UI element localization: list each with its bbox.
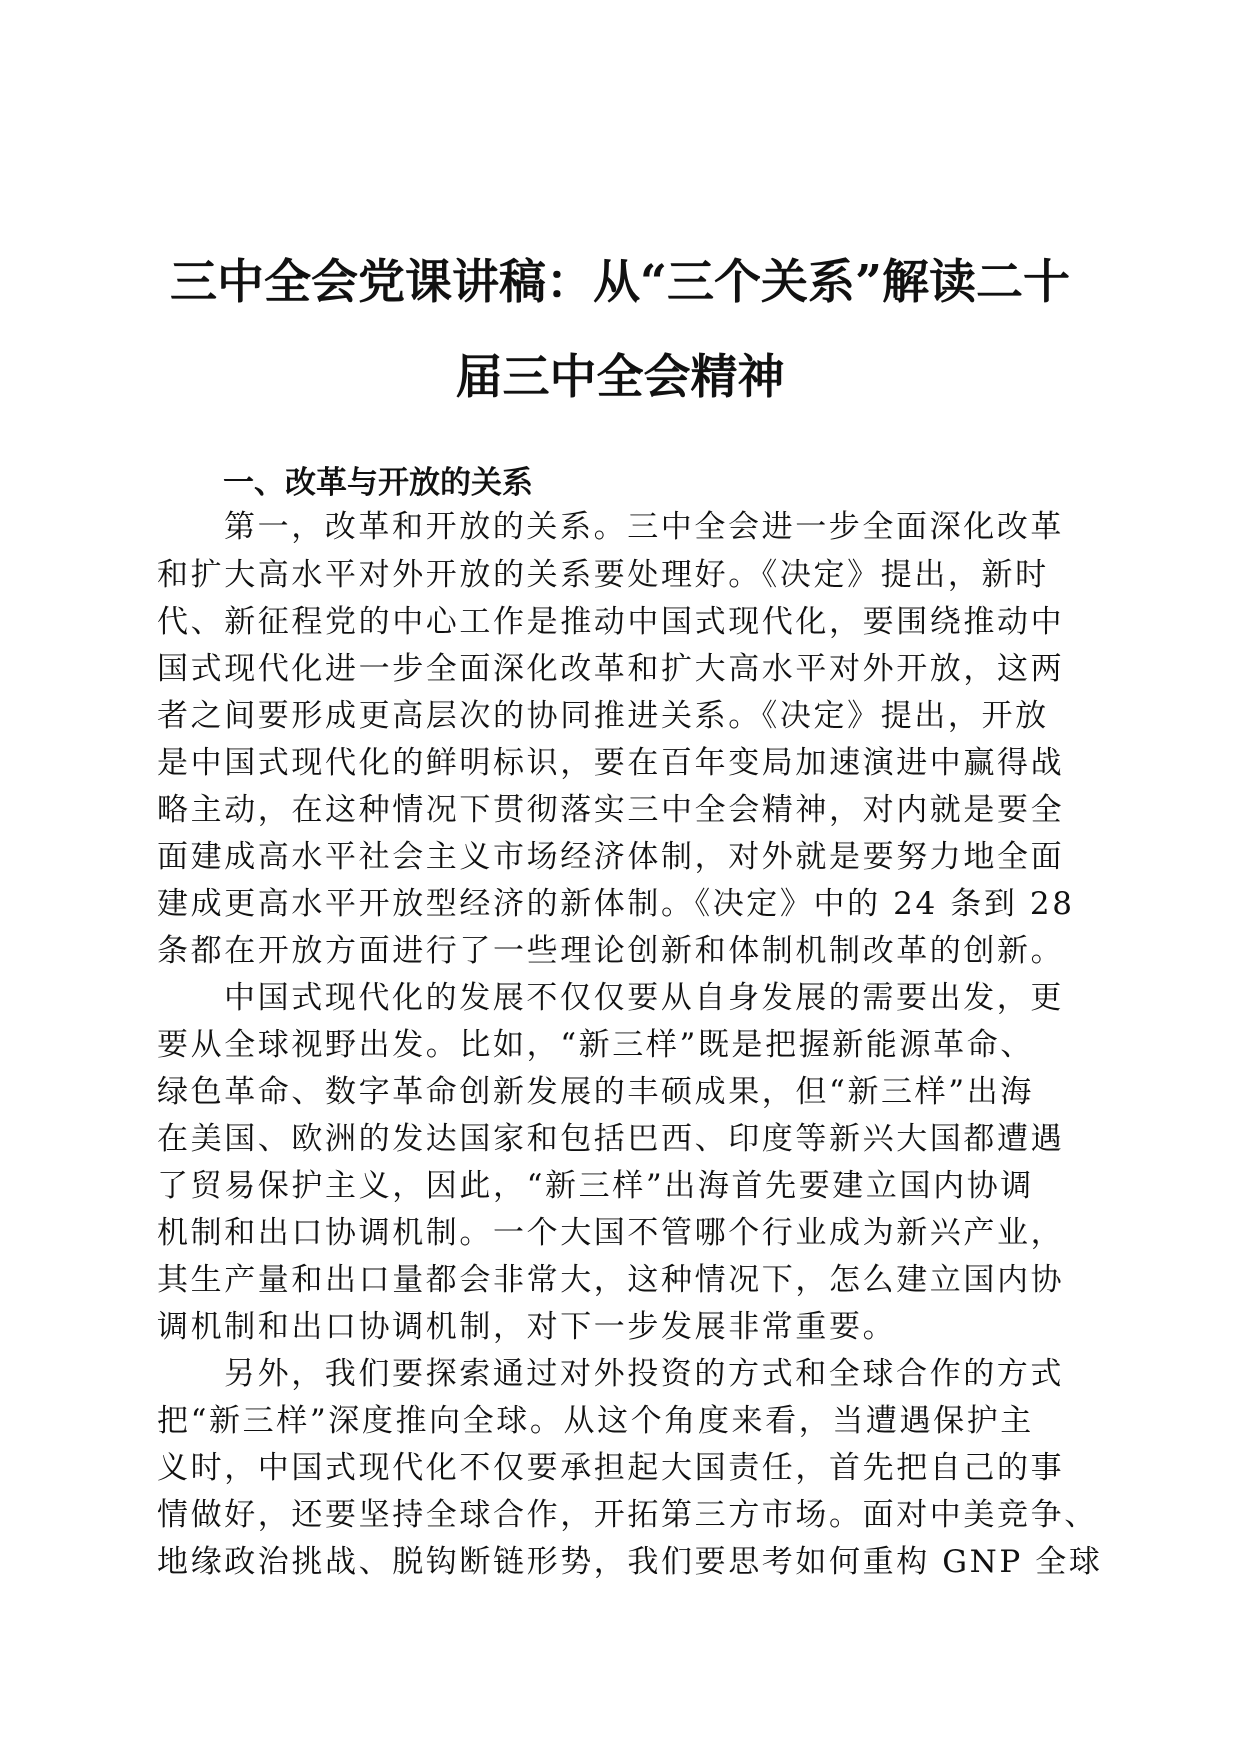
paragraph-line: 在美国、欧洲的发达国家和包括巴西、印度等新兴大国都遭遇 [157, 1121, 1065, 1157]
paragraph-line: 其生产量和出口量都会非常大，这种情况下，怎么建立国内协 [157, 1262, 1065, 1298]
paragraph-line: 情做好，还要坚持全球合作，开拓第三方市场。面对中美竞争、 [157, 1497, 1098, 1533]
section-heading: 一、改革与开放的关系 [223, 465, 533, 501]
paragraph-line: 了贸易保护主义，因此，“新三样”出海首先要建立国内协调 [157, 1168, 1034, 1204]
paragraph-line: 和扩大高水平对外开放的关系要处理好。《决定》提出，新时 [157, 557, 1049, 593]
document-title-line-1: 三中全会党课讲稿：从“三个关系”解读二十 [169, 255, 1071, 310]
paragraph-line: 机制和出口协调机制。一个大国不管哪个行业成为新兴产业， [157, 1215, 1065, 1251]
paragraph-line: 中国式现代化的发展不仅仅要从自身发展的需要出发，更 [224, 980, 1064, 1016]
document-title-line-2: 届三中全会精神 [455, 350, 785, 405]
paragraph-line: 把“新三样”深度推向全球。从这个角度来看，当遭遇保护主 [157, 1403, 1034, 1439]
paragraph-line: 建成更高水平开放型经济的新体制。《决定》中的 24 条到 28 [157, 886, 1075, 922]
paragraph-line: 条都在开放方面进行了一些理论创新和体制机制改革的创新。 [157, 933, 1065, 969]
paragraph-line: 地缘政治挑战、脱钩断链形势，我们要思考如何重构 GNP 全球 [157, 1544, 1103, 1580]
paragraph-line: 绿色革命、数字革命创新发展的丰硕成果，但“新三样”出海 [157, 1074, 1034, 1110]
paragraph-line: 者之间要形成更高层次的协同推进关系。《决定》提出，开放 [157, 698, 1049, 734]
paragraph-line: 义时，中国式现代化不仅要承担起大国责任，首先把自己的事 [157, 1450, 1065, 1486]
paragraph-line: 略主动，在这种情况下贯彻落实三中全会精神，对内就是要全 [157, 792, 1065, 828]
paragraph-line: 代、新征程党的中心工作是推动中国式现代化，要围绕推动中 [157, 604, 1065, 640]
paragraph-line: 面建成高水平社会主义市场经济体制，对外就是要努力地全面 [157, 839, 1065, 875]
paragraph-line: 国式现代化进一步全面深化改革和扩大高水平对外开放，这两 [157, 651, 1065, 687]
paragraph-line: 第一，改革和开放的关系。三中全会进一步全面深化改革 [224, 509, 1064, 545]
paragraph-line: 另外，我们要探索通过对外投资的方式和全球合作的方式 [224, 1356, 1064, 1392]
paragraph-line: 调机制和出口协调机制，对下一步发展非常重要。 [157, 1309, 897, 1345]
paragraph-line: 要从全球视野出发。比如，“新三样”既是把握新能源革命、 [157, 1027, 1034, 1063]
paragraph-line: 是中国式现代化的鲜明标识，要在百年变局加速演进中赢得战 [157, 745, 1065, 781]
